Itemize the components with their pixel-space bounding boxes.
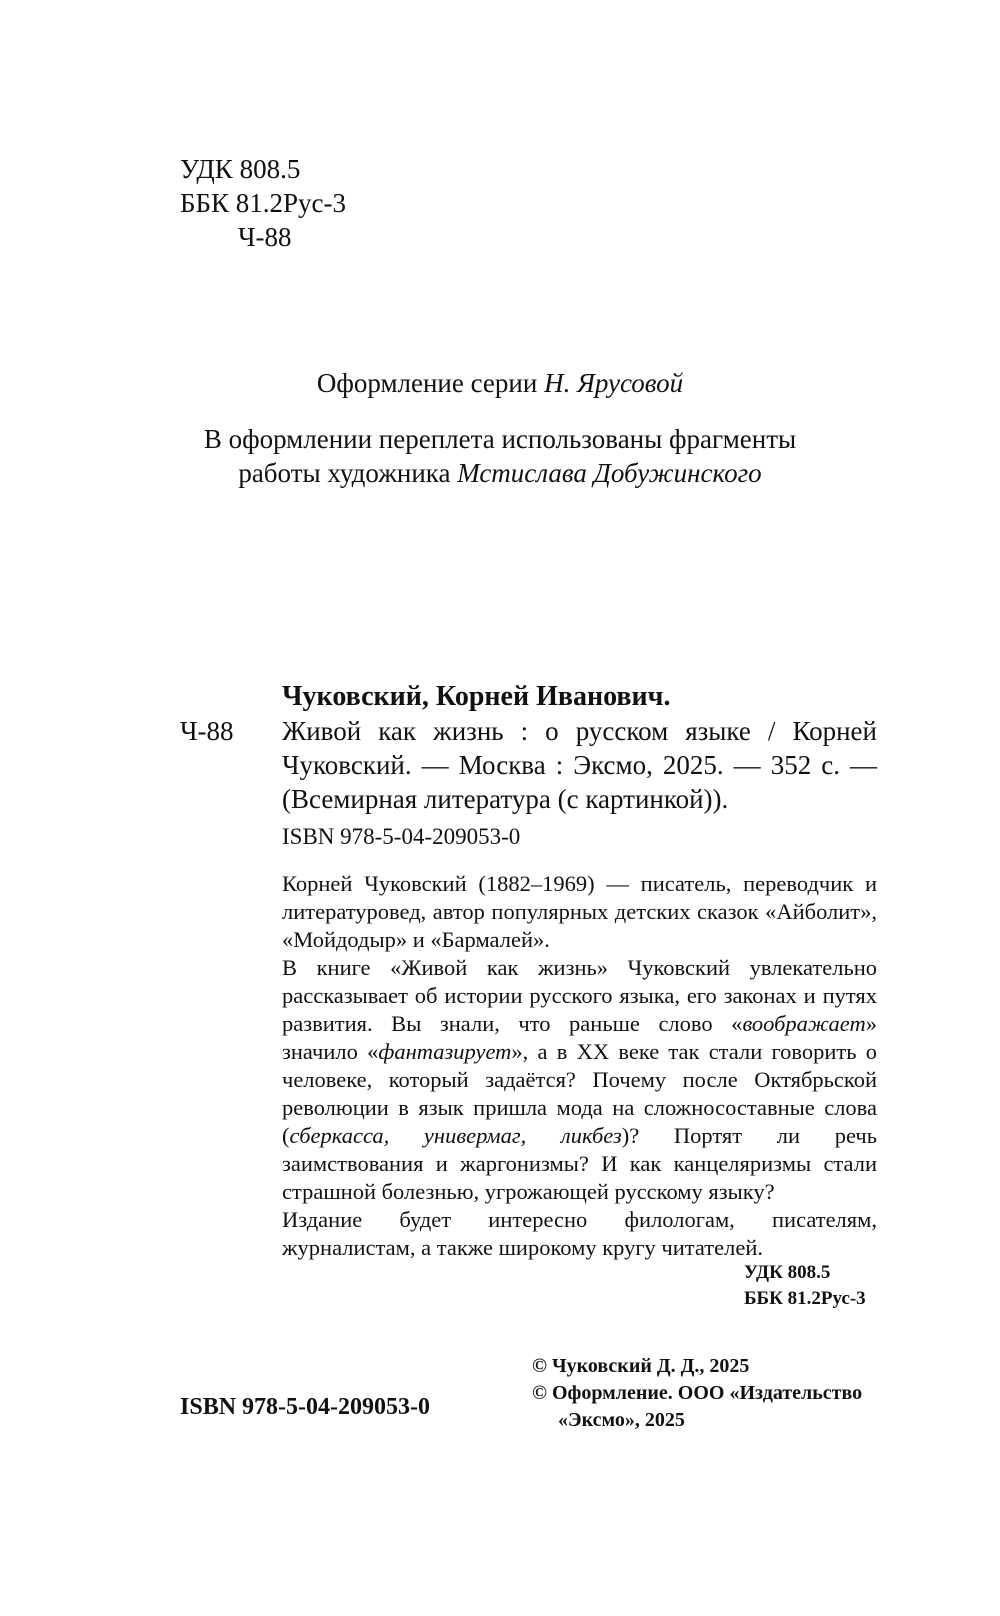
artist-name: Мстислава Добужинского — [457, 458, 762, 488]
bbk-code: ББК 81.2Рус-3 — [744, 1288, 866, 1309]
author-mark: Ч-88 — [238, 222, 292, 252]
bbk-code: ББК 81.2Рус-3 — [180, 188, 347, 218]
annotation-paragraph: Издание будет интересно филологам, писателям, журналистам, а также широкому кругу читателей. — [282, 1207, 877, 1260]
annotation — [282, 870, 877, 1262]
catalog-description: Живой как жизнь : о русском языке / Корней Чуковский. — Москва : Эксмо, 2025. — 352 с. — (Всемирная литература (с картинкой)). — [282, 716, 877, 814]
annotation-paragraph: В книге «Живой как жизнь» Чуковский увлекательно рассказывает об истории русского языка, его законах и путях развития. Вы знали, что раньше слово «воображает» значило «фантазирует», а в XX веке так стали говорить о человеке, который задаётся? Почему после Октябрьской революции в язык пришла мода на сложносоставные слова (сберкасса, универмаг, ликбез)? Портят ли речь заимствования и жаргонизмы? И как канцеляризмы стали страшной болезнью, угрожающей русскому языку? — [282, 955, 878, 1204]
bottom-classification-codes — [744, 1260, 866, 1312]
top-classification-codes — [180, 152, 346, 254]
catalog-author-heading: Чуковский, Корней Иванович. — [282, 681, 671, 712]
isbn-main: ISBN 978-5-04-209053-0 — [180, 1394, 430, 1420]
annotation-paragraph: Корней Чуковский (1882–1969) — писатель, переводчик и литературовед, автор популярных детских сказок «Айболит», «Мойдодыр» и «Бармалей». — [282, 871, 877, 952]
copyright-block: © Чуковский Д. Д., 2025 © Оформление. ООО «Издательство «Эксмо», 2025 — [532, 1355, 863, 1431]
series-design-credit: Оформление серии Н. Ярусовой — [316, 368, 684, 398]
series-designer-name: Н. Ярусовой — [544, 368, 684, 398]
udk-code: УДК 808.5 — [744, 1262, 831, 1283]
catalog-author-mark: Ч-88 — [180, 716, 234, 746]
catalog-isbn: ISBN 978-5-04-209053-0 — [282, 824, 521, 849]
binding-credit: В оформлении переплета использованы фрагменты работы художника Мстислава Добужинского — [203, 424, 797, 488]
udk-code: УДК 808.5 — [180, 154, 301, 184]
